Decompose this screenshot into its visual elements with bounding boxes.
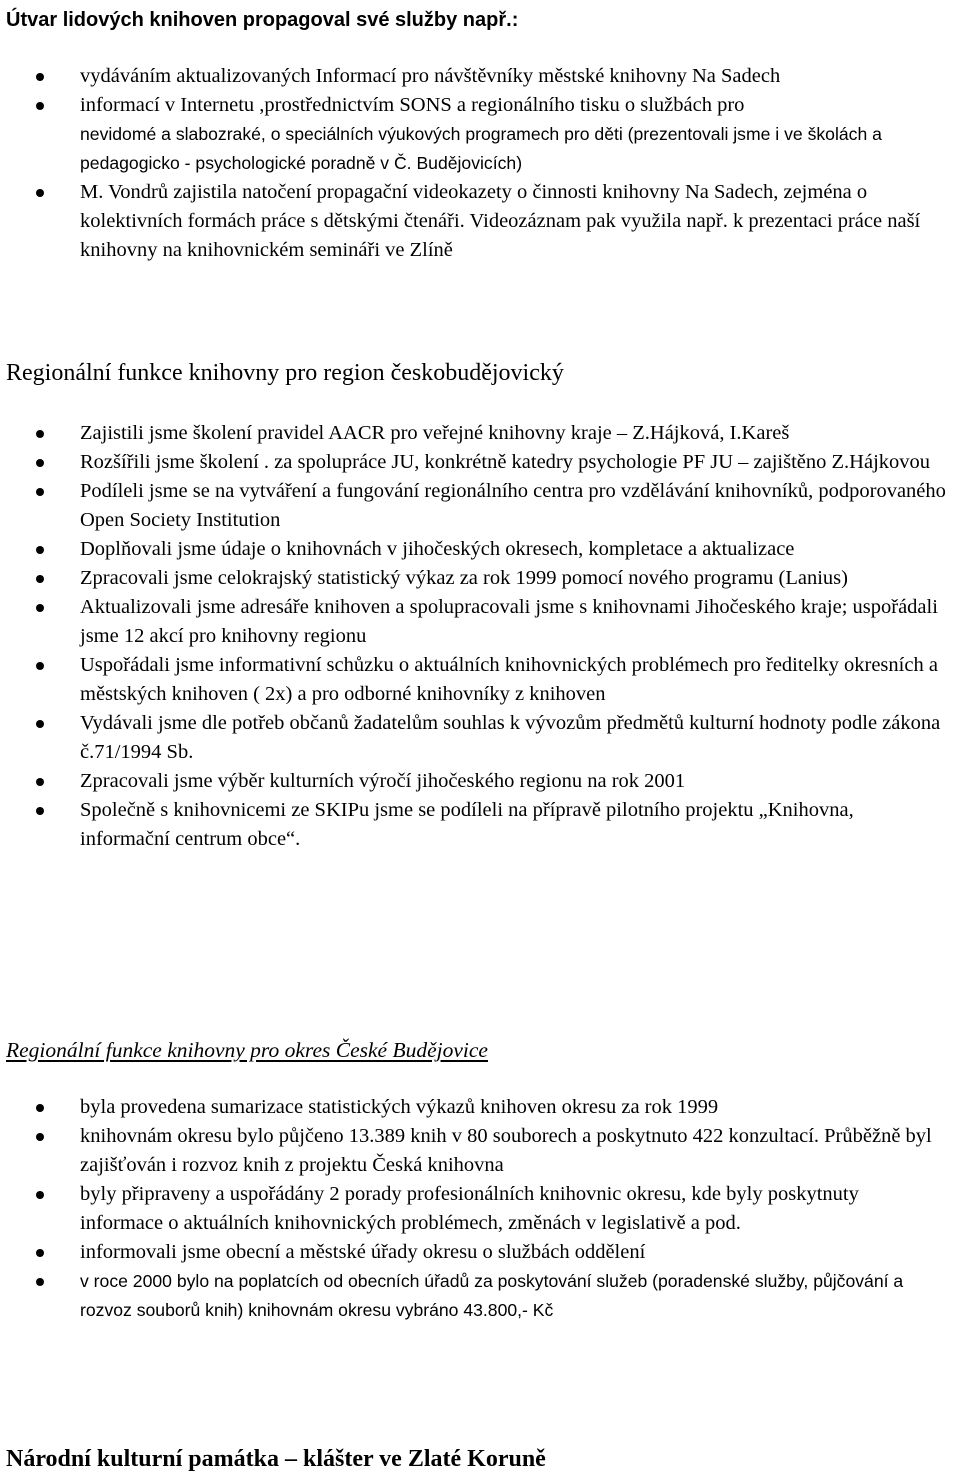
bullet-icon bbox=[36, 459, 44, 467]
district-functions-list bbox=[0, 1093, 960, 1325]
list-item bbox=[0, 651, 960, 709]
list-item-text: Doplňovali jsme údaje o knihovnách v jihočeských okresech, kompletace a aktualizace bbox=[80, 538, 795, 560]
regional-functions-list bbox=[0, 419, 960, 854]
section-heading-monument: Národní kulturní památka – klášter ve Zlaté Koruně bbox=[6, 1446, 546, 1472]
section-heading-propagation: Útvar lidových knihoven propagoval své služby např.: bbox=[6, 9, 519, 31]
list-item-text: Rozšířili jsme školení . za spolupráce JU, konkrétně katedry psychologie PF JU – zajištěno Z.Hájkovou bbox=[80, 451, 931, 473]
list-item-text: Podíleli jsme se na vytváření a fungování regionálního centra pro vzdělávání knihovníků, podporovaného Open Society Institution bbox=[80, 480, 946, 531]
list-item-text: Aktualizovali jsme adresáře knihoven a spolupracovali jsme s knihovnami Jihočeského kraje; uspořádali jsme 12 akcí pro knihovny regionu bbox=[80, 596, 938, 647]
list-item-text: informací v Internetu ,prostřednictvím SONS a regionálního tisku o službách pro bbox=[80, 94, 745, 116]
propagation-list bbox=[0, 62, 960, 265]
list-item-text: v roce 2000 bylo na poplatcích od obecních úřadů za poskytování služeb (poradenské služby, půjčování a rozvoz souborů knih) knihovnám okresu vybráno 43.800,- Kč bbox=[80, 1271, 904, 1320]
bullet-icon bbox=[36, 1278, 44, 1286]
bullet-icon bbox=[36, 546, 44, 554]
list-item-text: vydáváním aktualizovaných Informací pro návštěvníky městské knihovny Na Sadech bbox=[80, 65, 781, 87]
bullet-icon bbox=[36, 575, 44, 583]
bullet-icon bbox=[36, 102, 44, 110]
list-item bbox=[0, 564, 960, 593]
bullet-icon bbox=[36, 1104, 44, 1112]
list-item-text: byly připraveny a uspořádány 2 porady profesionálních knihovnic okresu, kde byly poskytnuty informace o aktuálních knihovnických problémech, změnách v legislativě a pod. bbox=[80, 1183, 859, 1234]
bullet-icon bbox=[36, 189, 44, 197]
bullet-icon bbox=[36, 1249, 44, 1257]
list-item bbox=[0, 767, 960, 796]
list-item bbox=[0, 593, 960, 651]
list-item-continuation bbox=[0, 120, 960, 178]
section-heading-regional: Regionální funkce knihovny pro region českobudějovický bbox=[6, 360, 564, 386]
bullet-icon bbox=[36, 73, 44, 81]
list-item bbox=[0, 1093, 960, 1122]
bullet-icon bbox=[36, 430, 44, 438]
bullet-icon bbox=[36, 720, 44, 728]
bullet-icon bbox=[36, 1133, 44, 1141]
list-item bbox=[0, 1122, 960, 1180]
list-item bbox=[0, 62, 960, 91]
list-item-text: Společně s knihovnicemi ze SKIPu jsme se podíleli na přípravě pilotního projektu „Knihovna, informační centrum obce“. bbox=[80, 799, 854, 850]
list-item-text: Vydávali jsme dle potřeb občanů žadatelům souhlas k vývozům předmětů kulturní hodnoty podle zákona č.71/1994 Sb. bbox=[80, 712, 941, 763]
list-item-text: informovali jsme obecní a městské úřady okresu o službách oddělení bbox=[80, 1241, 646, 1263]
list-item bbox=[0, 178, 960, 265]
bullet-icon bbox=[36, 488, 44, 496]
list-item bbox=[0, 709, 960, 767]
list-item-text: Zpracovali jsme celokrajský statistický výkaz za rok 1999 pomocí nového programu (Lanius) bbox=[80, 567, 848, 589]
list-item bbox=[0, 1267, 960, 1325]
list-item bbox=[0, 535, 960, 564]
list-item bbox=[0, 796, 960, 854]
list-item-text: Zpracovali jsme výběr kulturních výročí jihočeského regionu na rok 2001 bbox=[80, 770, 686, 792]
bullet-icon bbox=[36, 1191, 44, 1199]
list-item-text: byla provedena sumarizace statistických výkazů knihoven okresu za rok 1999 bbox=[80, 1096, 719, 1118]
list-item bbox=[0, 91, 960, 120]
section-heading-district: Regionální funkce knihovny pro okres České Budějovice bbox=[6, 1038, 488, 1062]
list-item-text: Uspořádali jsme informativní schůzku o aktuálních knihovnických problémech pro ředitelky okresních a městských knihoven ( 2x) a pro odborné knihovníky z knihoven bbox=[80, 654, 938, 705]
bullet-icon bbox=[36, 807, 44, 815]
list-item-text-sans: speciálních výukových programech pro děti (prezentovali jsme i ve školách a pedagogicko - psychologické poradně v Č. Budějovicích) bbox=[80, 124, 882, 173]
list-item bbox=[0, 448, 960, 477]
list-item bbox=[0, 1238, 960, 1267]
list-item bbox=[0, 477, 960, 535]
bullet-icon bbox=[36, 662, 44, 670]
bullet-icon bbox=[36, 604, 44, 612]
list-item bbox=[0, 1180, 960, 1238]
list-item bbox=[0, 419, 960, 448]
list-item-text: Zajistili jsme školení pravidel AACR pro veřejné knihovny kraje – Z.Hájková, I.Kareš bbox=[80, 422, 790, 444]
list-item-text: M. Vondrů zajistila natočení propagační videokazety o činnosti knihovny Na Sadech, zejména o kolektivních formách práce s dětskými čtenáři. Videozáznam pak využila např. k prezentaci práce naší knihovny na knihovnickém semináři ve Zlíně bbox=[80, 181, 921, 261]
bullet-icon bbox=[36, 778, 44, 786]
list-item-text: knihovnám okresu bylo půjčeno 13.389 knih v 80 souborech a poskytnuto 422 konzultací. Průběžně byl zajišťován i rozvoz knih z projektu Česká knihovna bbox=[80, 1125, 932, 1176]
list-item-text-serif: nevidomé a slabozraké, o bbox=[80, 124, 286, 144]
